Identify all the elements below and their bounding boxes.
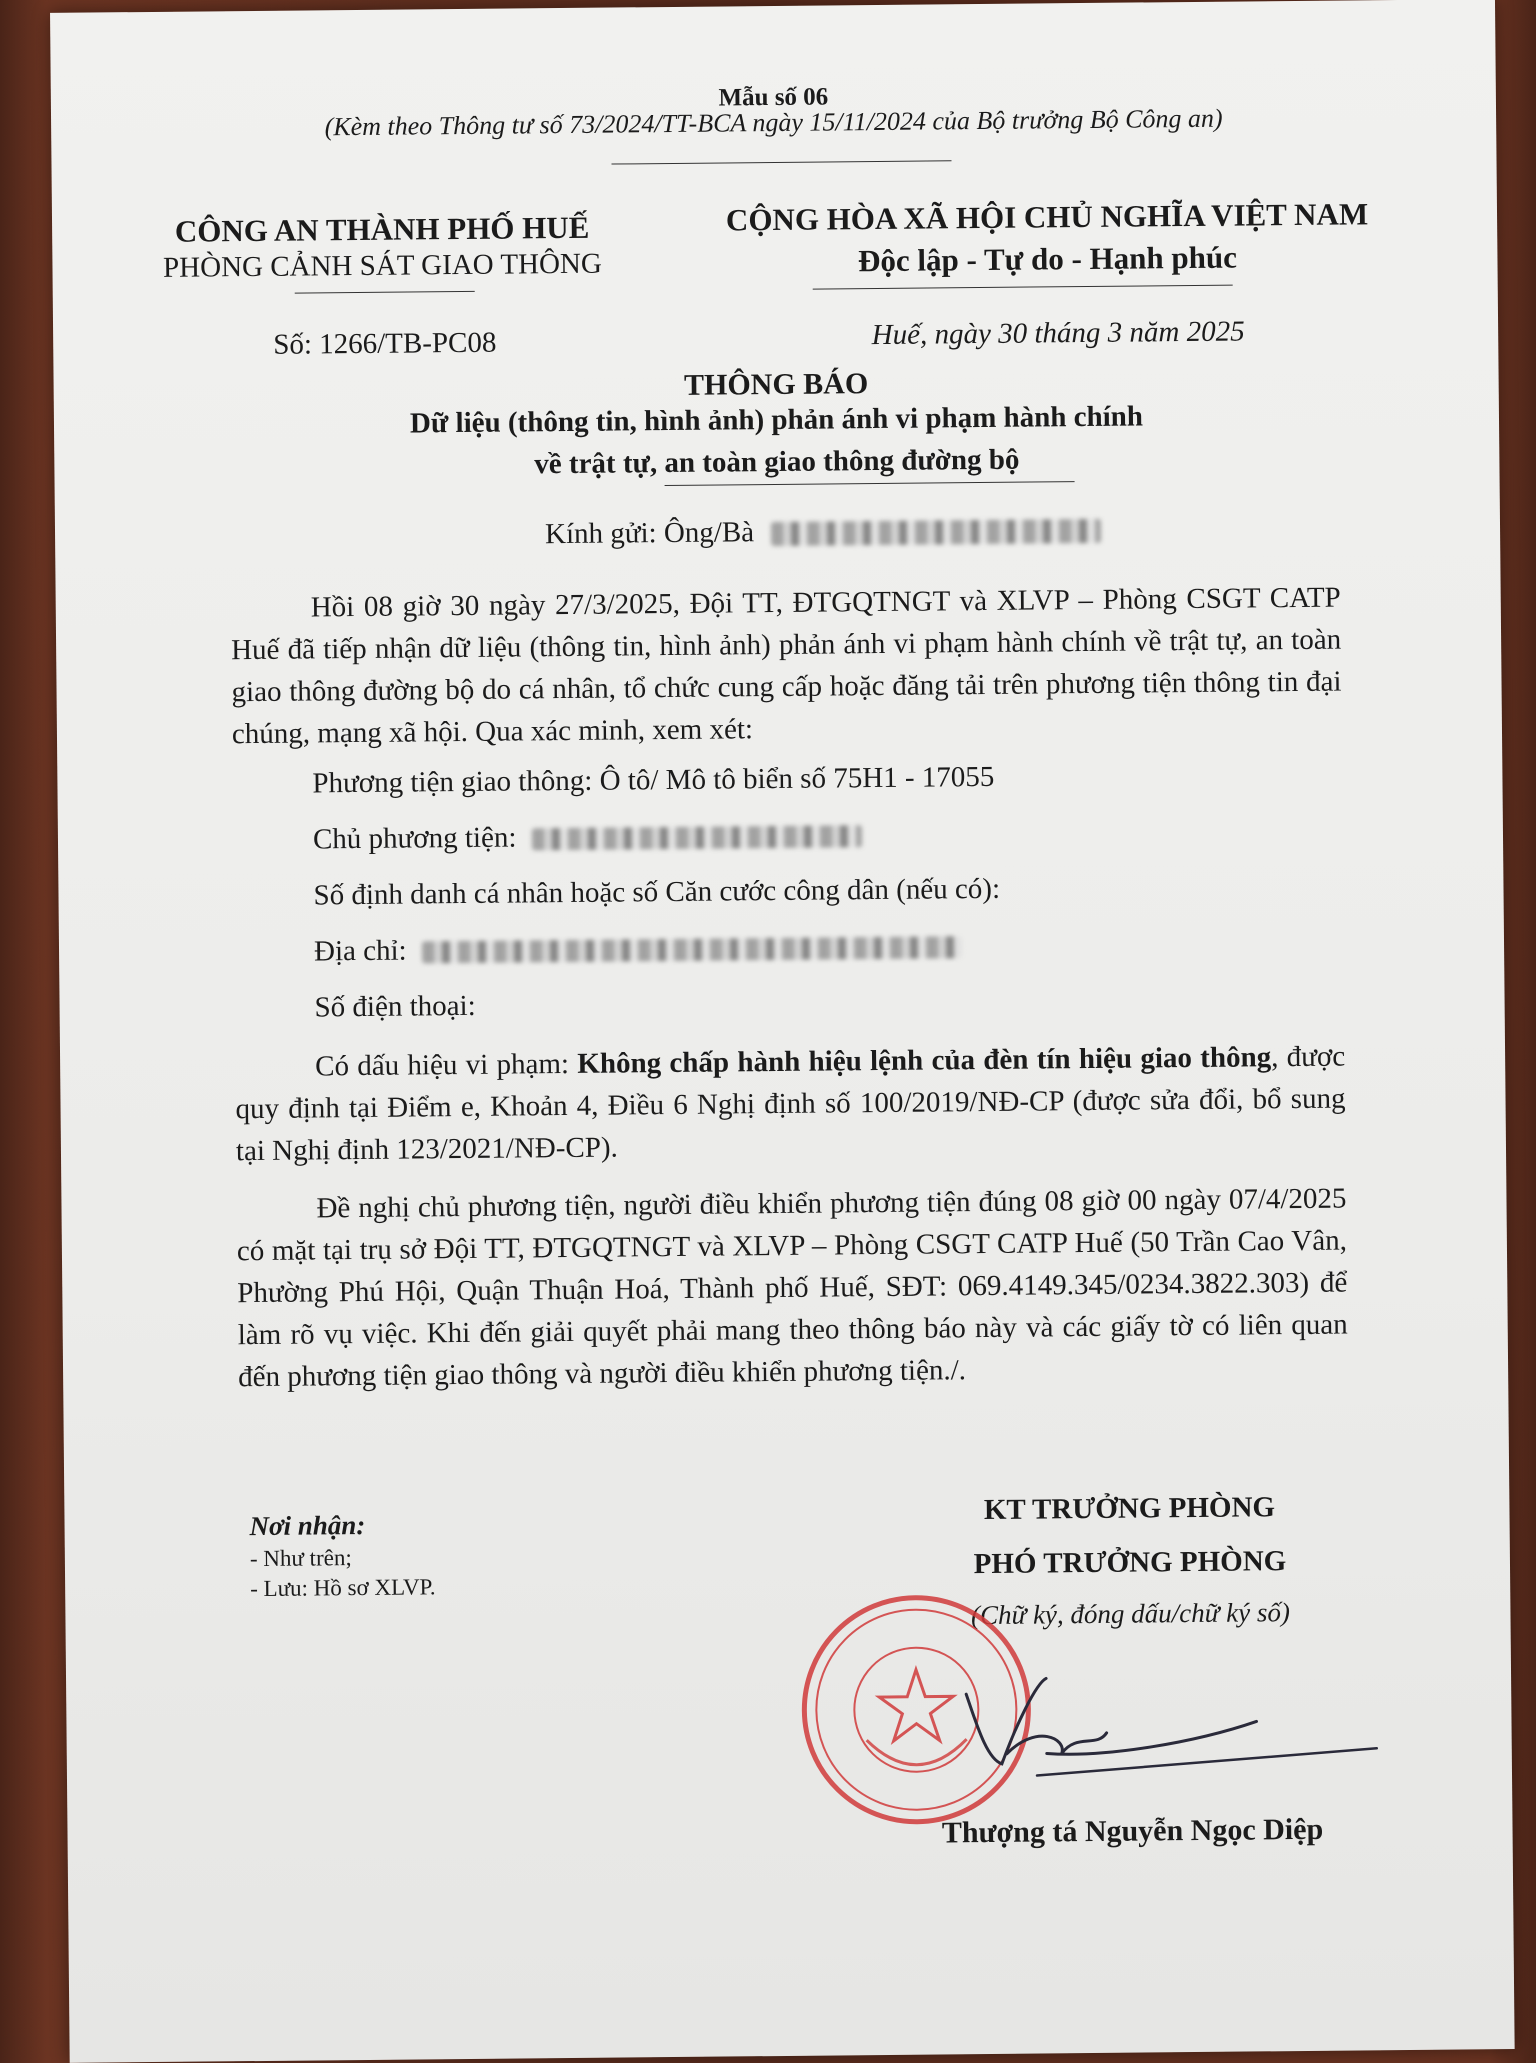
violation-lead: Có dấu hiệu vi phạm: bbox=[315, 1047, 578, 1083]
address-field bbox=[314, 929, 962, 968]
phone-field: Số điện thoại: bbox=[314, 989, 476, 1024]
recipient-item: - Lưu: Hồ sơ XLVP. bbox=[250, 1574, 436, 1602]
violation-description: Không chấp hành hiệu lệnh của đèn tín hiệu giao thông bbox=[577, 1041, 1272, 1080]
divider bbox=[295, 291, 475, 294]
handwritten-signature bbox=[946, 1660, 1387, 1784]
redacted-name bbox=[771, 519, 1101, 546]
national-motto: Độc lập - Tự do - Hạnh phúc bbox=[857, 239, 1238, 279]
signer-name: Thượng tá Nguyễn Ngọc Diệp bbox=[941, 1812, 1324, 1850]
recipient-line bbox=[545, 513, 1102, 551]
signature-title: KT TRƯỞNG PHÒNG bbox=[983, 1491, 1276, 1527]
body-paragraph: Hồi 08 giờ 30 ngày 27/3/2025, Đội TT, ĐTGQTNGT và XLVP – Phòng CSGT CATP Huế đã tiếp nhận dữ liệu (thông tin, hình ảnh) phản ánh vi phạm hành chính về trật tự, an toàn giao thông đường bộ do cá nhân, tổ chức cung cấp hoặc đăng tải trên phương tiện thông tin đại chúng, mạng xã hội. Qua xác minh, xem xét: bbox=[231, 581, 1342, 751]
violation-paragraph bbox=[235, 1036, 1346, 1173]
owner-label: Chủ phương tiện: bbox=[312, 821, 517, 856]
form-title: Mẫu số 06 bbox=[718, 83, 829, 112]
request-paragraph: Đề nghị chủ phương tiện, người điều khiển phương tiện đúng 08 giờ 00 ngày 07/4/2025 có mặt tại trụ sở Đội TT, ĐTGQTNGT và XLVP – Phòng CSGT CATP Huế (50 Trần Cao Vân, Phường Phú Hội, Quận Thuận Hoá, Thành phố Huế, SĐT: 069.4149.345/0234.3822.303) để làm rõ vụ việc. Khi đến giải quyết phải mang theo thông báo này và các giấy tờ có liên quan đến phương tiện giao thông và người điều khiển phương tiện./. bbox=[236, 1182, 1348, 1394]
document-number: Số: 1266/TB-PC08 bbox=[273, 326, 497, 361]
violation-legal-basis: , được quy định tại Điểm e, Khoản 4, Điều 6 Nghị định số 100/2019/NĐ-CP (được sửa đổi, bổ sung tại Nghị định 123/2021/NĐ-CP). bbox=[235, 1040, 1346, 1168]
department-name: PHÒNG CẢNH SÁT GIAO THÔNG bbox=[162, 247, 603, 284]
divider bbox=[665, 481, 1075, 486]
recipient-item: - Như trên; bbox=[249, 1545, 352, 1572]
owner-field bbox=[313, 818, 862, 856]
address-label: Địa chỉ: bbox=[313, 934, 407, 968]
document-title: THÔNG BÁO bbox=[683, 367, 869, 402]
document-date: Huế, ngày 30 tháng 3 năm 2025 bbox=[871, 315, 1245, 352]
signature-position: PHÓ TRƯỞNG PHÒNG bbox=[973, 1545, 1287, 1581]
form-reference: (Kèm theo Thông tư số 73/2024/TT-BCA ngày 15/11/2024 của Bộ trưởng Bộ Công an) bbox=[324, 103, 1223, 142]
divider bbox=[813, 285, 1233, 290]
document-paper bbox=[50, 0, 1515, 2063]
signature-note: (Chữ ký, đóng dấu/chữ ký số) bbox=[970, 1597, 1291, 1631]
agency-name: CÔNG AN THÀNH PHỐ HUẾ bbox=[174, 209, 590, 249]
redacted-owner bbox=[532, 826, 862, 851]
id-field: Số định danh cá nhân hoặc số Căn cước công dân (nếu có): bbox=[313, 872, 1001, 912]
recipients-title: Nơi nhận: bbox=[249, 1509, 366, 1542]
document-subtitle: Dữ liệu (thông tin, hình ảnh) phản ánh vi phạm hành chính bbox=[409, 400, 1144, 440]
recipient-label: Kính gửi: Ông/Bà bbox=[544, 516, 755, 551]
divider bbox=[612, 160, 952, 164]
national-title: CỘNG HÒA XÃ HỘI CHỦ NGHĨA VIỆT NAM bbox=[725, 196, 1369, 238]
document-subtitle: về trật tự, an toàn giao thông đường bộ bbox=[534, 443, 1020, 481]
vehicle-field: Phương tiện giao thông: Ô tô/ Mô tô biển số 75H1 - 17055 bbox=[312, 760, 995, 800]
redacted-address bbox=[422, 937, 962, 964]
